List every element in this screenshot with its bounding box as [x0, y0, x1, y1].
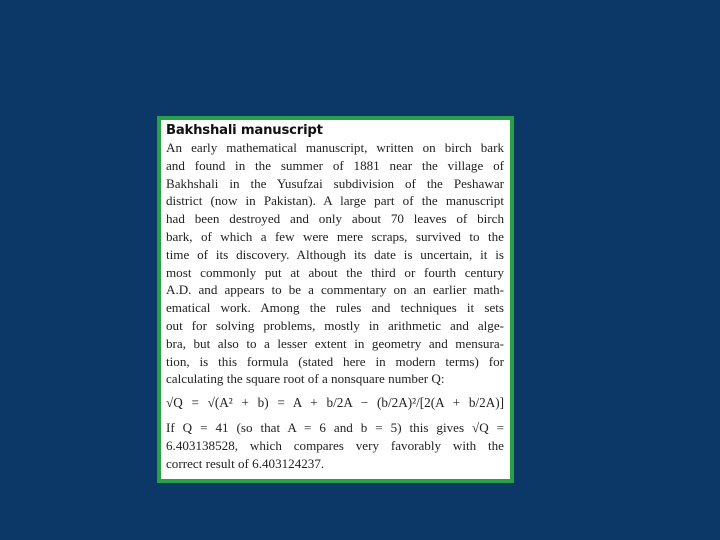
- paragraph-line: time of its discovery. Although its date is uncertain, it is: [166, 246, 504, 262]
- paragraph-line: calculating the square root of a nonsquare number Q:: [166, 371, 445, 387]
- paragraph-line: A.D. and appears to be a commentary on an earlier math-: [166, 282, 504, 298]
- paragraph-line: and found in the summer of 1881 near the village of: [166, 157, 504, 173]
- result-line: correct result of 6.403124237.: [166, 455, 325, 471]
- paragraph-line: An early mathematical manuscript, written on birch bark: [166, 140, 504, 155]
- result-line: If Q = 41 (so that A = 6 and b = 5) this gives √Q =: [166, 420, 504, 436]
- paragraph-line: ematical work. Among the rules and techniques it sets: [166, 300, 504, 316]
- paragraph-line: tion, is this formula (stated here in modern terms) for: [166, 353, 504, 369]
- paragraph-line: most commonly put at about the third or fourth century: [166, 264, 504, 280]
- paragraph-line: had been destroyed and only about 70 leaves of birch: [166, 211, 504, 227]
- paragraph-line: bark, of which a few were mere scraps, survived to the: [166, 228, 504, 244]
- paragraph-line: Bakhshali in the Yusufzai subdivision of the Peshawar: [166, 175, 504, 191]
- paragraph-line: bra, but also to a lesser extent in geometry and mensura-: [166, 335, 504, 351]
- result-line: 6.403138528, which compares very favorably with the: [166, 437, 504, 453]
- paragraph-line: district (now in Pakistan). A large part of the manuscript: [166, 193, 504, 209]
- manuscript-entry-card: [157, 116, 514, 483]
- entry-title: Bakhshali manuscript: [166, 123, 323, 138]
- square-root-formula: √Q = √(A² + b) = A + b/2A − (b/2A)²/[2(A + b/2A)]: [166, 395, 504, 411]
- paragraph-line: out for solving problems, mostly in arithmetic and alge-: [166, 317, 504, 333]
